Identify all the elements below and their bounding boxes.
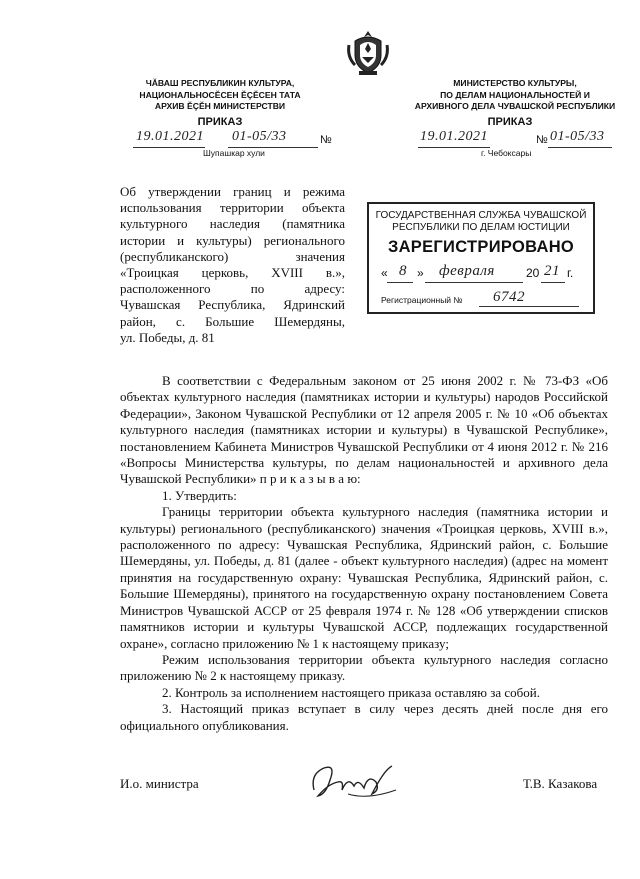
stamp-quote-close: » [417,266,424,280]
title-line: ул. Победы, д. 81 [120,329,215,345]
title-line: расположенного по адресу: [120,281,345,297]
title-line: (республиканского) значения [120,248,345,264]
title-line: Об утверждении границ и режима [120,184,345,199]
prikaz-label-left: ПРИКАЗ [197,116,243,128]
number-sign-left: № [320,134,332,146]
coat-of-arms-emblem [345,29,391,77]
registration-stamp [367,202,595,314]
stamp-year-g: г. [567,266,574,280]
body-paragraph-regime: Режим использования территории объекта культурного наследия согласно приложению № 2 к настоящему приказу. [120,651,608,684]
order-title [120,184,345,346]
handwritten-signature [308,760,400,804]
header-right-line-3: АРХИВНОГО ДЕЛА ЧУВАШСКОЙ РЕСПУБЛИКИ [414,101,616,111]
stamp-authority-line-1: ГОСУДАРСТВЕННАЯ СЛУЖБА ЧУВАШСКОЙ [375,210,587,221]
header-right-line-1: МИНИСТЕРСТВО КУЛЬТУРЫ, [453,78,577,88]
body-item-2: 2. Контроль за исполнением настоящего приказа оставляю за собой. [162,684,540,700]
city-chuvash: Шупашкар хули [203,148,265,158]
body-paragraph-boundaries: Границы территории объекта культурного наследия (памятника истории и культуры) регионального (республиканского) значения «Троицкая церковь, XVIII в.», расположенного по адресу: Чувашская Республика, Ядринский район, с. Большие Шемердяны, ул. Победы, д. 81 (далее - объект культурного наследия) (адрес на момент принятия на государственную охрану: Чувашская Республика, Ядринский район, с. Большие Шемердяны), принятого на государственную охрану постановлением Совета Министров Чувашской АССР от 25 февраля 1974 г. № 128 «Об утверждении списков памятников истории и культуры Чувашской АССР, подлежащих государственной охране», согласно приложению № 1 к настоящему приказу; [120,504,608,651]
stamp-reg-line [479,306,579,307]
header-left-line-2: НАЦИОНАЛЬНОСĔСЕН ĔÇĔСЕН ТАТА [139,89,301,100]
header-left-line-1: ЧĂВАШ РЕСПУБЛИКИН КУЛЬТУРА, [145,78,295,88]
title-line: район, с. Большие Шемердяны, [120,313,345,329]
stamp-reg-label: Регистрационный № [381,295,463,305]
prikaz-label-right: ПРИКАЗ [487,116,533,128]
stamp-registered: ЗАРЕГИСТРИРОВАНО [387,238,575,256]
stamp-year-suffix: 21 [544,263,560,279]
order-date-right: 19.01.2021 [420,129,488,144]
date-line-left [133,147,205,148]
body-item-1: 1. Утвердить: [162,487,237,503]
stamp-day-line [387,282,413,283]
signatory-name: Т.В. Казакова [523,776,598,791]
order-date-left: 19.01.2021 [136,129,204,144]
order-number-left: 01-05/33 [232,129,287,144]
title-line: использования территории объекта [120,200,345,216]
title-line: Чувашская Республика, Ядринский [120,297,345,313]
stamp-date-row [381,263,586,284]
number-sign-right: № [536,134,548,146]
order-number-right: 01-05/33 [550,129,605,144]
signatory-position: И.о. министра [120,776,199,791]
stamp-day: 8 [399,263,407,279]
body-item-3: 3. Настоящий приказ вступает в силу через десять дней после дня его официального опубликования. [120,701,608,733]
stamp-reg-number: 6742 [493,289,525,305]
ministry-name-chuvash [100,78,340,113]
number-line-right [548,147,612,148]
stamp-month-line [425,282,523,283]
stamp-reg-row [381,289,586,308]
header-right-line-2: ПО ДЕЛАМ НАЦИОНАЛЬНОСТЕЙ И [440,89,590,100]
title-line: «Троицкая церковь, XVIII в.», [120,265,345,281]
stamp-authority-line-2: РЕСПУБЛИКИ ПО ДЕЛАМ ЮСТИЦИИ [392,222,570,233]
order-body [120,373,608,734]
title-line: истории и культуры) регионального [120,232,345,248]
body-paragraph-preamble: В соответствии с Федеральным законом от 25 июня 2002 г. № 73-ФЗ «Об объектах культурного наследия (памятниках истории и культуры) народов Российской Федерации», Законом Чувашской Республики от 12 апреля 2005 г. № 10 «Об объектах культурного наследия (памятниках истории и культуры) в Чувашской Республике», постановлением Кабинета Министров Чувашской Республики от 4 июня 2012 г. № 216 «Вопросы Министерства культуры, по делам национальностей и архивного дела Чувашской Республики» п р и к а з ы в а ю: [120,373,608,487]
stamp-quote-open: « [381,266,388,280]
header-left-line-3: АРХИВ ĔÇĔН МИНИСТЕРСТВИ [154,101,286,111]
title-line: культурного наследия (памятника [120,216,345,232]
city-russian: г. Чебоксары [481,148,532,158]
date-line-right [418,147,490,148]
stamp-year-line [541,282,565,283]
ministry-name-russian [395,78,635,113]
stamp-month: февраля [439,263,495,279]
stamp-year-prefix: 20 [526,266,540,280]
